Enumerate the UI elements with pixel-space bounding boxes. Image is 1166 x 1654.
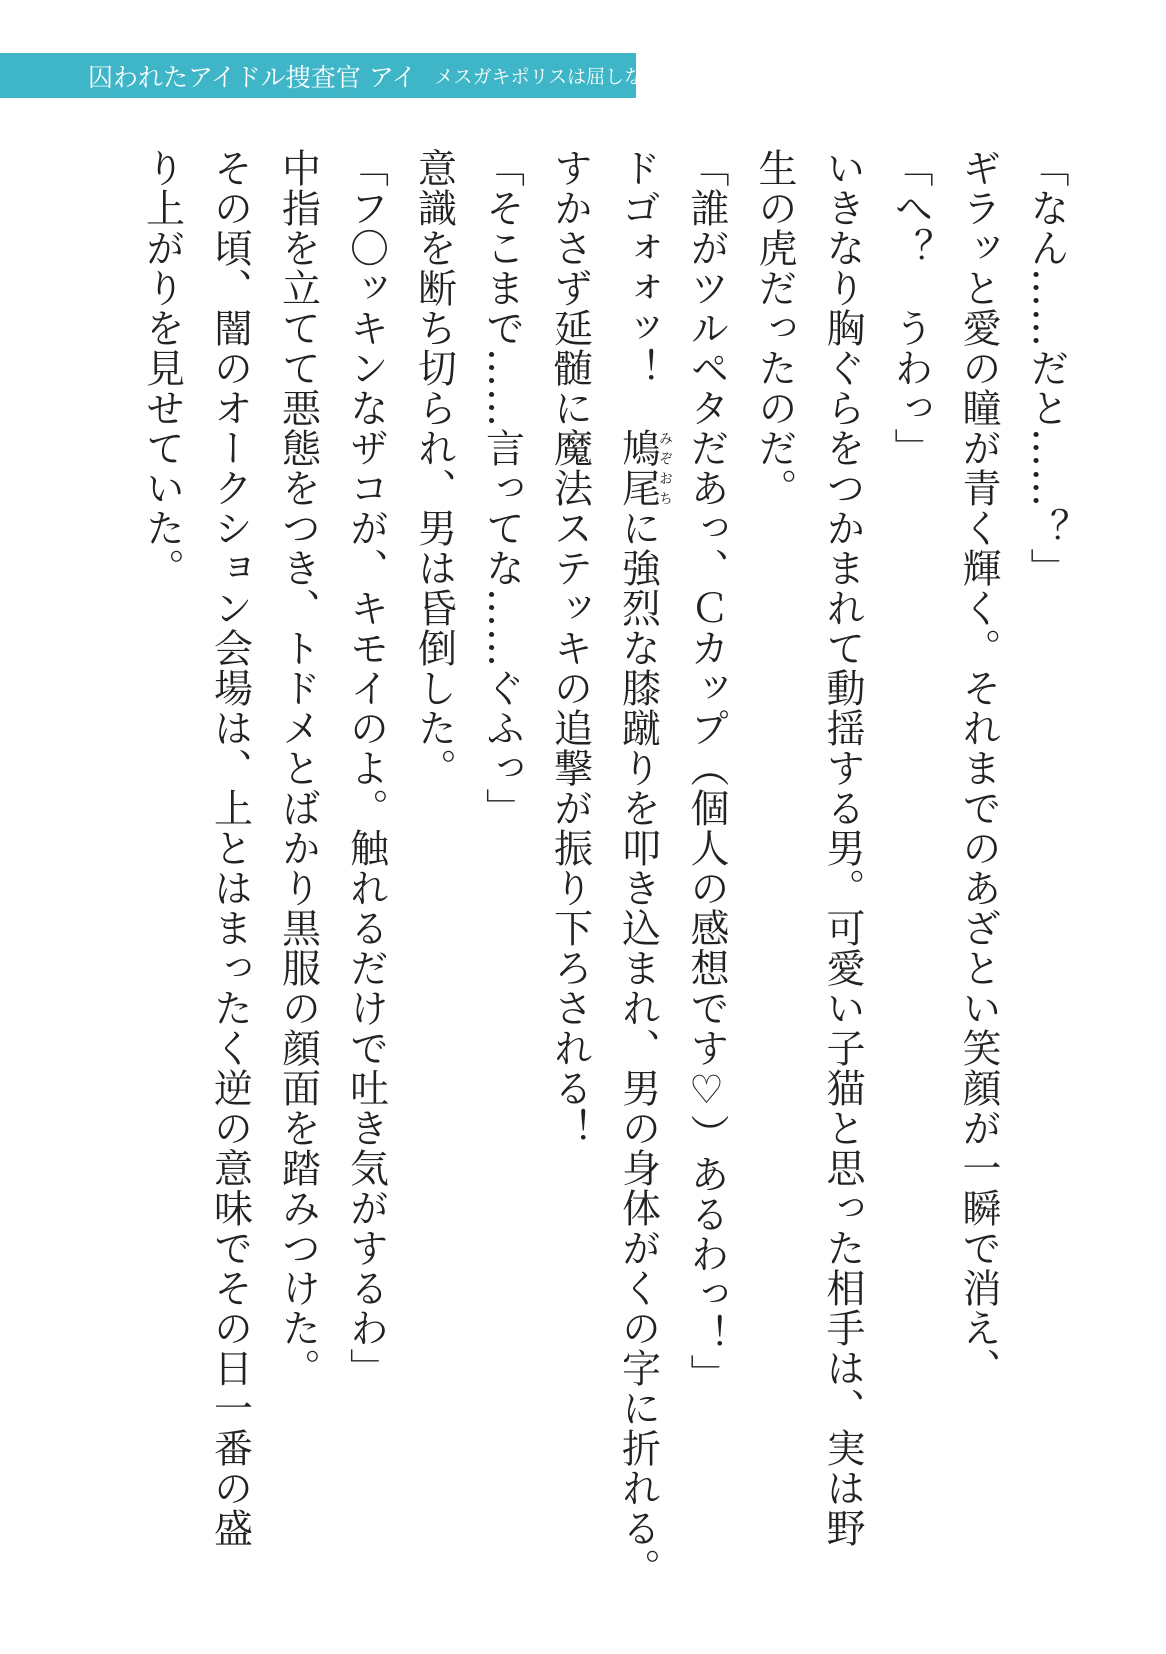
text-line: ギラッと愛の瞳が青く輝く。それまでのあざとい笑顔が一瞬で消え、 xyxy=(956,148,1001,1388)
ruby-word xyxy=(615,428,673,508)
vertical-text-body xyxy=(128,148,1081,1628)
text-line: 「へ？ うわっ」 xyxy=(888,148,933,468)
text-line: 中指を立てて悪態をつき、トドメとばかり黒服の顔面を踏みつけた。 xyxy=(275,148,321,1388)
book-subtitle: メスガキポリスは屈しない！ xyxy=(434,66,682,88)
text-line: 「フ〇ッキンなザコが、キモイのよ。触れるだけで吐き気がするわ」 xyxy=(343,148,389,1388)
text-line: 生の虎だったのだ。 xyxy=(752,148,797,508)
text-line-rest: に強烈な膝蹴りを叩き込まれ、男の身体がくの字に折れる。 xyxy=(615,508,661,1588)
text-line: いきなり胸ぐらをつかまれて動揺する男。可愛い子猫と思った相手は、実は野 xyxy=(820,148,865,1548)
text-line-start: ドゴォォッ！ xyxy=(615,148,661,428)
text-line: 「なん……だと……？」 xyxy=(1024,148,1069,588)
text-line: 「そこまで……言ってな……ぐふっ」 xyxy=(479,148,525,828)
book-title: 囚われたアイドル捜査官 アイ xyxy=(88,62,417,92)
text-line: り上がりを見せていた。 xyxy=(139,148,185,588)
text-line: すかさず延髄に魔法ステッキの追撃が振り下ろされる！ xyxy=(547,148,593,1148)
text-line: その頃、闇のオークション会場は、上とはまったく逆の意味でその日一番の盛 xyxy=(207,148,253,1548)
text-line: 意識を断ち切られ、男は昏倒した。 xyxy=(411,148,457,788)
running-header xyxy=(0,53,682,98)
text-line-with-ruby xyxy=(604,148,673,1628)
text-line: 「誰がツルペタだあっ、Ｃカップ（個人の感想です♡）あるわっ！」 xyxy=(684,148,729,1394)
ruby-reading: みぞおち xyxy=(657,428,673,508)
ruby-base: 鳩尾 xyxy=(615,428,661,508)
